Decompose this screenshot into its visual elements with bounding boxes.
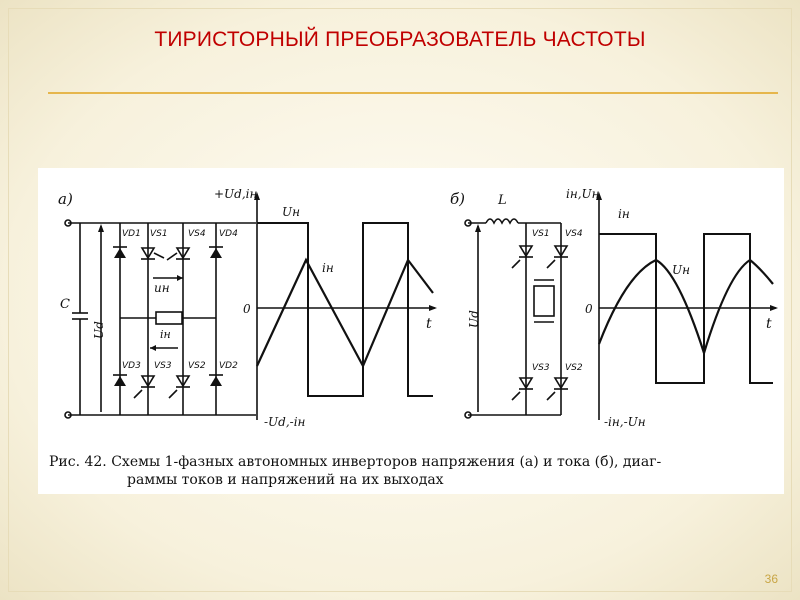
load-resistor [156, 312, 182, 324]
label-b-vs1: VS1 [532, 229, 550, 239]
label-vs1: VS1 [150, 229, 168, 239]
diagram-a-y-top: +Ud,iн [214, 187, 258, 201]
diagram-b-y-bottom: -iн,-Uн [604, 415, 646, 429]
panel-a-tag: а) [58, 190, 73, 208]
slide-title: ТИРИСТОРНЫЙ ПРЕОБРАЗОВАТЕЛЬ ЧАСТОТЫ [154, 28, 646, 51]
capacitor-label: C [60, 297, 70, 312]
label-vs3: VS3 [154, 361, 172, 371]
load-current-label: iн [160, 328, 171, 341]
figure-caption [49, 453, 779, 489]
caption-line-2: раммы токов и напряжений на их выходах [127, 472, 444, 488]
inverter-schematics [38, 168, 784, 494]
label-vd2: VD2 [219, 361, 238, 371]
diagram-b-zero: 0 [585, 302, 593, 316]
diagram-a-square-label: Uн [282, 205, 301, 219]
diagram-a-t: t [426, 316, 432, 332]
diagram-b-square-label: iн [618, 207, 630, 221]
label-b-vs4: VS4 [565, 229, 583, 239]
label-b-vs3: VS3 [532, 363, 550, 373]
device-b-row [512, 246, 568, 400]
label-b-vs2: VS2 [565, 363, 583, 373]
inductor [486, 219, 518, 223]
load-voltage-label: uн [154, 281, 170, 295]
panel-b-supply-label: Ud [467, 310, 481, 328]
diagram-b-t: t [766, 316, 772, 332]
diagram-a-y-bottom: -Ud,-iн [264, 415, 306, 429]
label-vs4: VS4 [188, 229, 206, 239]
panel-a-supply-label: Ud [92, 321, 106, 339]
page-number: 36 [764, 572, 778, 586]
device-upper-row [113, 247, 223, 260]
triangle-current-wave-a [257, 260, 433, 366]
label-vd3: VD3 [122, 361, 141, 371]
inductor-label: L [498, 193, 507, 208]
diagram-a-zero: 0 [243, 302, 251, 316]
waveform-diagram-a [254, 192, 437, 420]
device-lower-row [113, 375, 223, 398]
caption-line-1: Рис. 42. Схемы 1-фазных автономных инверторов напряжения (а) и тока (б), диаг- [49, 454, 662, 470]
label-vs2: VS2 [188, 361, 206, 371]
load-b [534, 286, 554, 316]
title-underline [48, 92, 778, 94]
diagram-a-triangle-label: iн [322, 261, 334, 275]
scanned-figure [38, 168, 784, 494]
diagram-b-y-top: iн,Uн [566, 187, 600, 201]
label-vd1: VD1 [122, 229, 141, 239]
label-vd4: VD4 [219, 229, 238, 239]
waveform-diagram-b [596, 192, 778, 420]
diagram-b-curve-label: Uн [672, 263, 691, 277]
panel-b-tag: б) [450, 190, 466, 208]
